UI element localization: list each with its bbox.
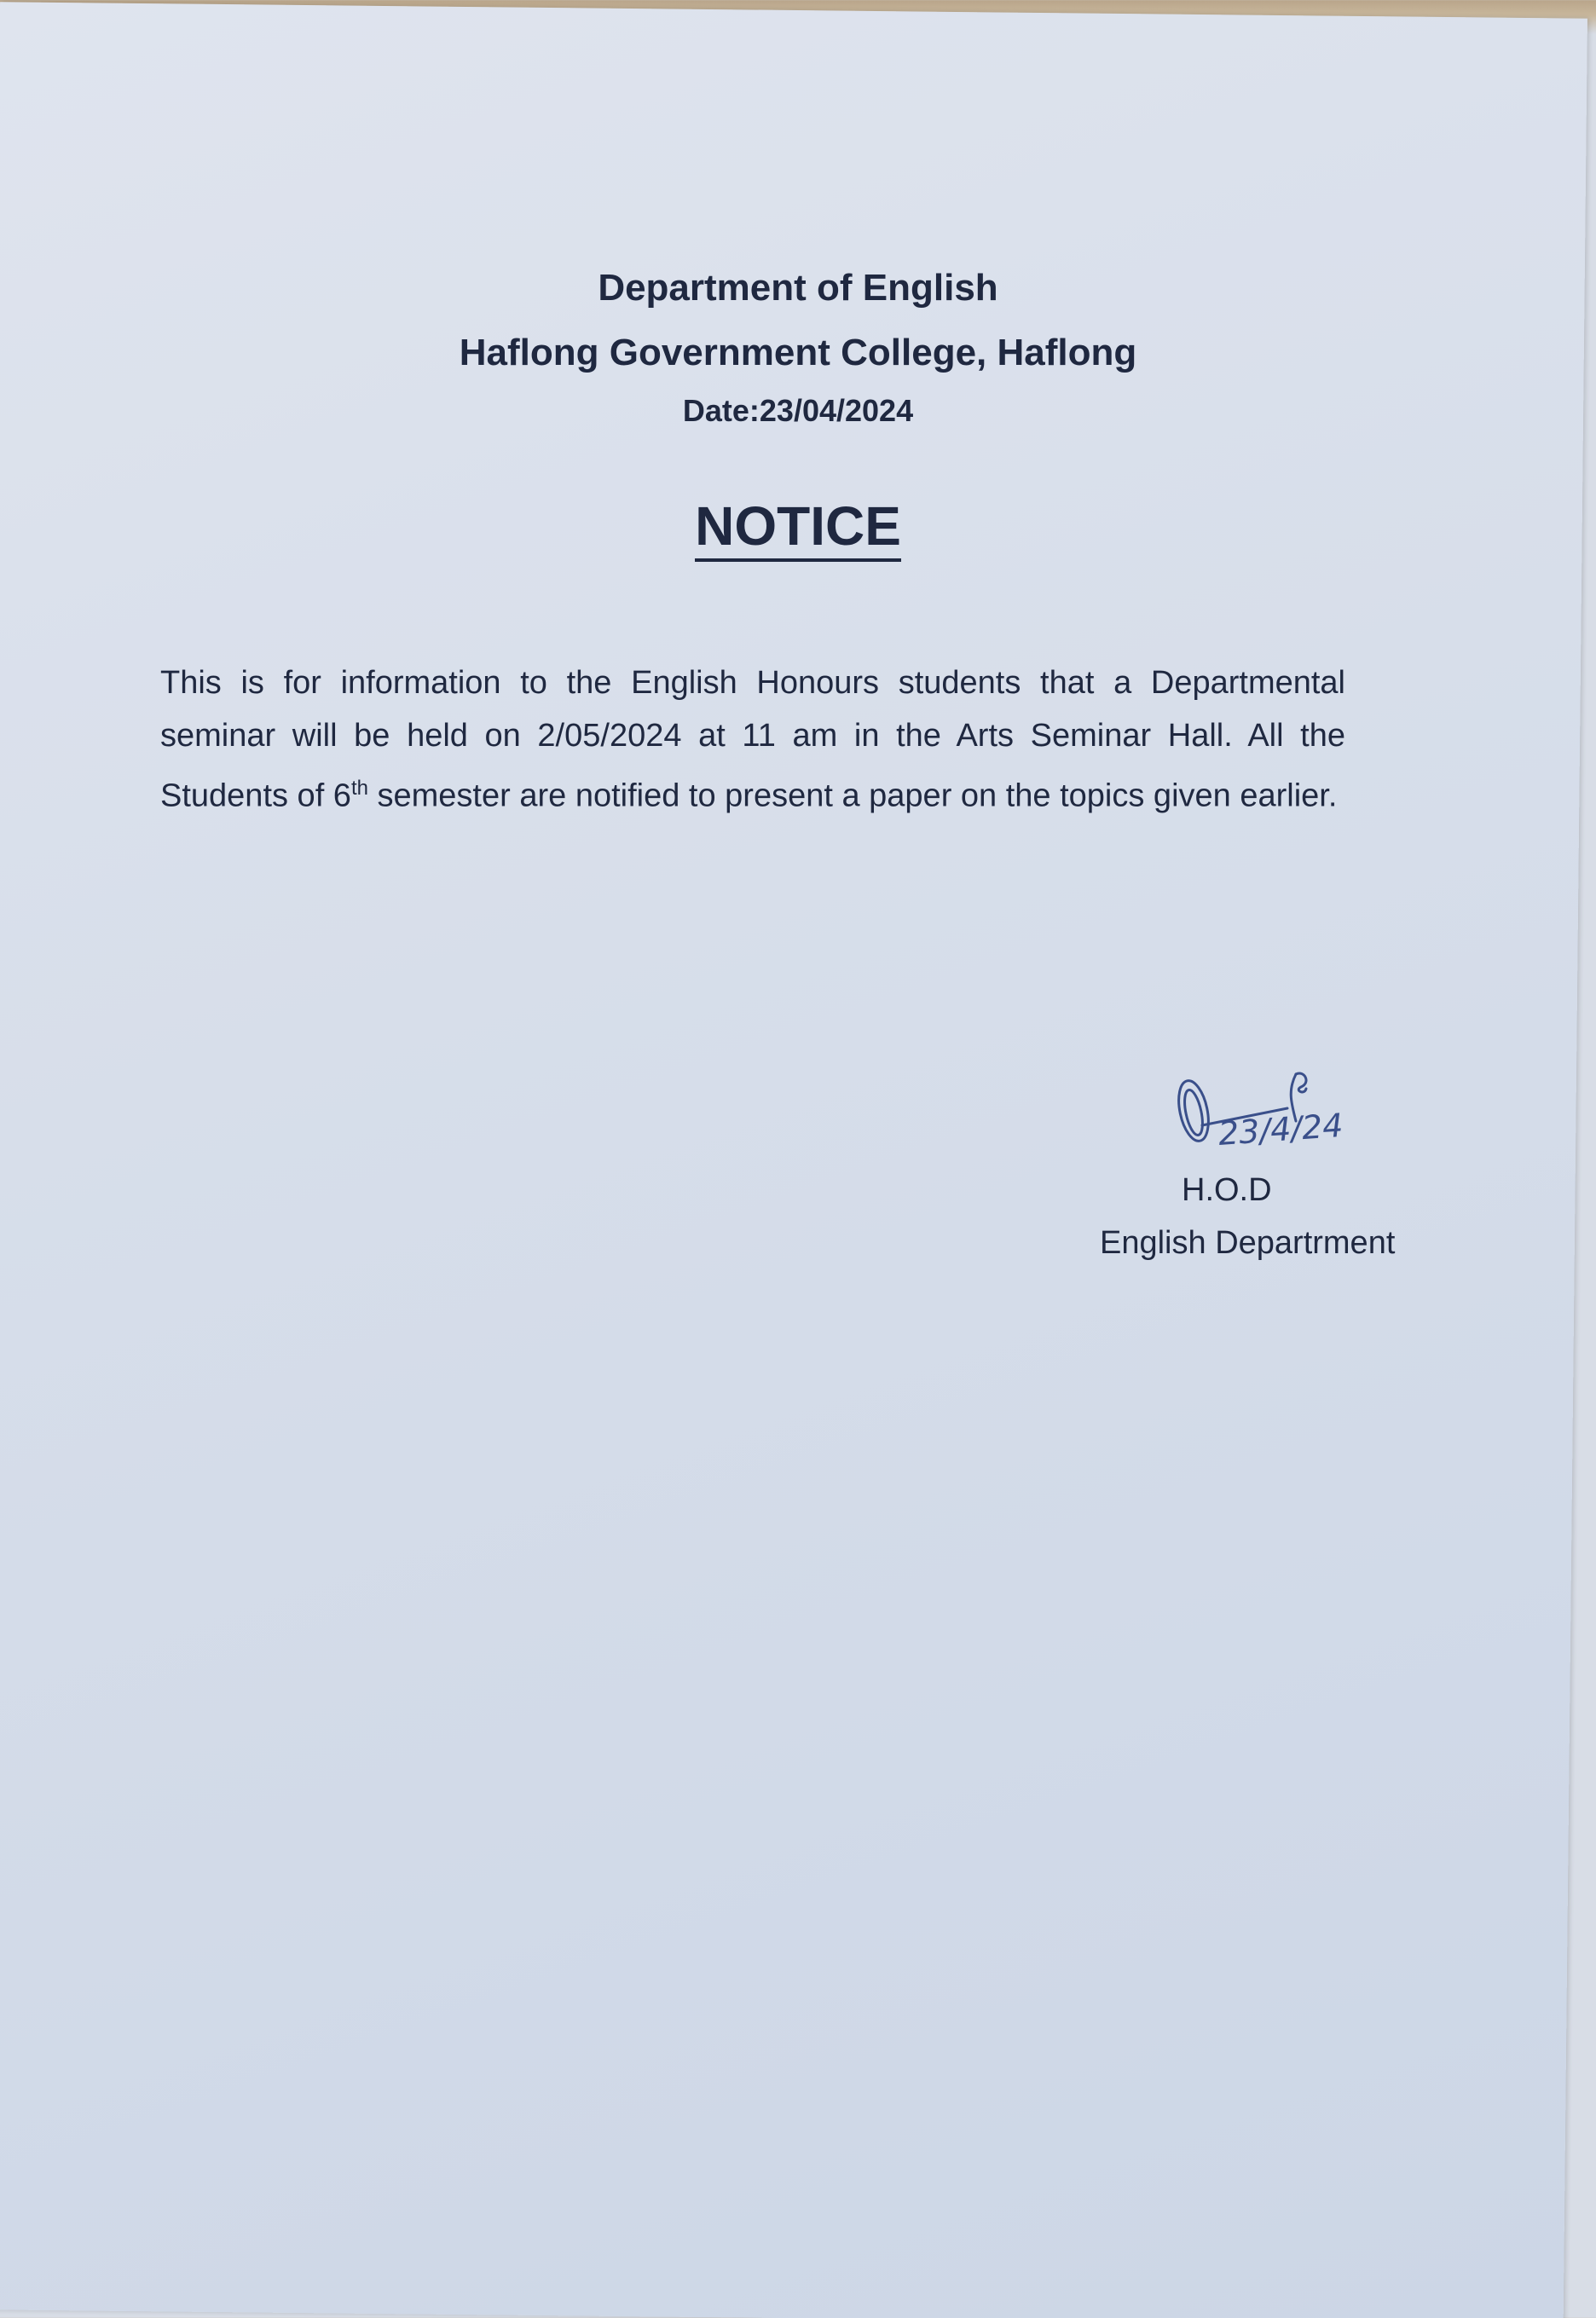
notice-date: Date:23/04/2024 <box>682 393 914 428</box>
ordinal-suffix: th <box>350 777 368 800</box>
signature-block <box>1100 1164 1395 1269</box>
signature-date: 23/4/24 <box>1217 1106 1344 1153</box>
notice-body <box>160 656 1345 823</box>
notice-body-part1: This is for information to the English Honours students that a Departmental seminar will be held on 2/05/2024 at 11 am in the Arts Seminar Hall. All the Students of 6 <box>160 665 1345 814</box>
handwritten-signature <box>1168 1044 1373 1164</box>
department-name: Department of English <box>598 267 998 309</box>
hod-department: English Departrment <box>1100 1225 1396 1261</box>
college-name: Haflong Government College, Haflong <box>459 332 1137 373</box>
notice-title <box>0 494 1596 558</box>
notice-header <box>0 256 1596 436</box>
notice-body-part2: semester are notified to present a paper on the topics given earlier. <box>367 777 1338 814</box>
notice-title-text: NOTICE <box>695 495 901 562</box>
hod-designation: H.O.D <box>1182 1172 1272 1208</box>
